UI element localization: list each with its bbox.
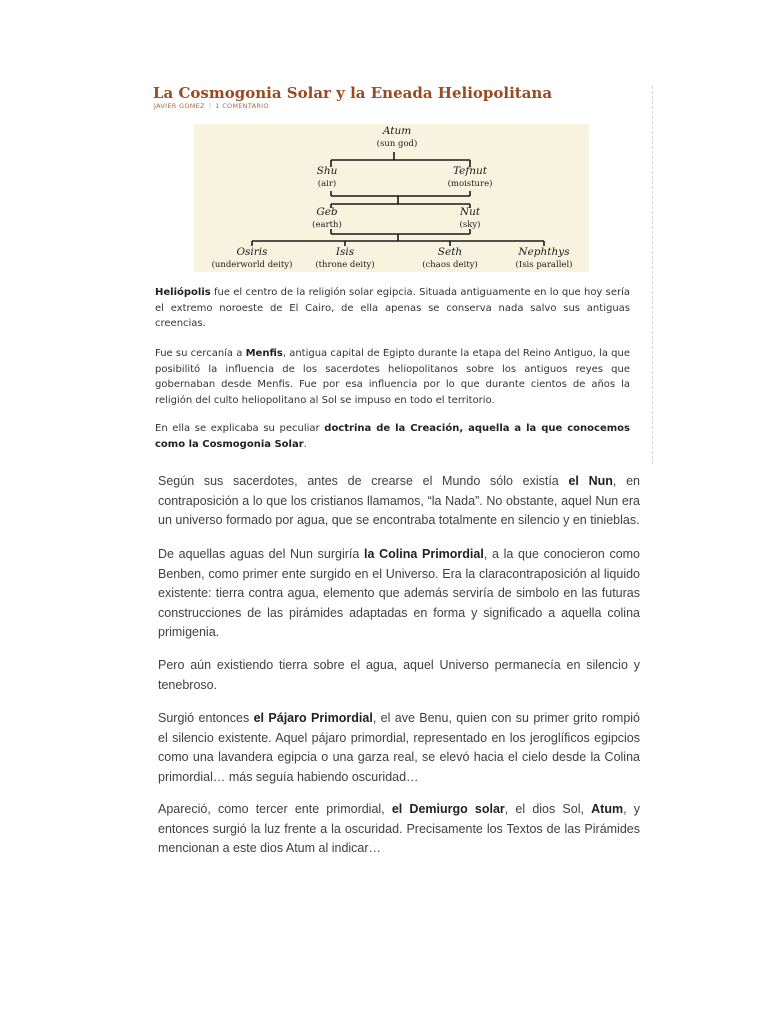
tree-connectors bbox=[252, 152, 544, 246]
nut-desc: (sky) bbox=[459, 220, 481, 230]
sidebar-divider bbox=[652, 86, 653, 464]
nut-name: Nut bbox=[459, 206, 481, 218]
nephthys-name: Nephthys bbox=[518, 246, 570, 258]
bold-term: Heliópolis bbox=[155, 287, 211, 298]
bold-term: la Colina Primordial bbox=[364, 547, 484, 561]
tefnut-desc: (moisture) bbox=[447, 179, 493, 189]
body-paragraph-universo bbox=[158, 656, 640, 695]
article-title: La Cosmogonia Solar y la Eneada Heliopolitana bbox=[153, 84, 553, 102]
bold-term: Menfis bbox=[245, 348, 283, 359]
family-tree-svg bbox=[194, 124, 589, 272]
paragraph-text: De aquellas aguas del Nun surgiría bbox=[158, 547, 365, 561]
body-paragraph-nun bbox=[158, 472, 640, 531]
author-link[interactable]: JAVIER GOMEZ bbox=[154, 102, 205, 110]
atum-name: Atum bbox=[382, 125, 412, 137]
bold-term: el Nun bbox=[568, 474, 613, 488]
bold-term: doctrina de la Creación, aquella a la que conocemos como la Cosmogonia Solar bbox=[155, 423, 630, 450]
intro-paragraph-doctrina bbox=[155, 421, 630, 452]
paragraph-text: Surgió entonces bbox=[158, 711, 254, 725]
geb-desc: (earth) bbox=[312, 220, 342, 230]
geb-name: Geb bbox=[316, 206, 338, 218]
paragraph-text: , y entonces surgió la luz frente a la oscuridad. Precisamente los Textos de las Pirámides mencionan a este dios Atum al indicar… bbox=[158, 802, 640, 855]
paragraph-text: , el ave Benu, quien con su primer grito rompió el silencio existente. Aquel pájaro primordial, representado en los jeroglíficos egipcios como una lavandera egipcia o una garza real, se elevó hacia el cielo desde la Colina primordial… más seguía habiendo oscuridad… bbox=[158, 711, 641, 784]
shu-desc: (air) bbox=[317, 179, 337, 189]
seth-desc: (chaos deity) bbox=[422, 260, 478, 270]
isis-desc: (throne deity) bbox=[315, 260, 375, 270]
comments-link[interactable]: 1 COMENTARIO bbox=[215, 102, 269, 110]
article-meta bbox=[154, 102, 269, 110]
osiris-name: Osiris bbox=[236, 246, 268, 258]
osiris-desc: (underworld deity) bbox=[211, 260, 293, 270]
paragraph-text: , en contraposición a lo que los cristianos llamamos, “la Nada”. No obstante, aquel Nun era un universo formado por agua, que se encontraba totalmente en silencio y en tinieblas. bbox=[158, 474, 640, 527]
paragraph-text: , antigua capital de Egipto durante la etapa del Reino Antiguo, la que posibilitó la influencia de los sacerdotes heliopolitanos sobre los antiguos reyes que gobernaban desde Menfis. Fue por esa influencia por lo que durante cientos de años la religión del culto heliopolitano al Sol se impuso en todo el territorio. bbox=[155, 348, 630, 406]
bold-term: Atum bbox=[591, 802, 624, 816]
body-paragraph-demiurgo bbox=[158, 800, 640, 859]
bold-term: el Pájaro Primordial bbox=[253, 711, 373, 725]
paragraph-text: Según sus sacerdotes, antes de crearse el Mundo sólo existía bbox=[158, 474, 569, 488]
paragraph-text: Pero aún existiendo tierra sobre el agua, aquel Universo permanecía en silencio y tenebroso. bbox=[158, 658, 640, 692]
paragraph-text: Apareció, como tercer ente primordial, bbox=[158, 802, 392, 816]
family-tree-diagram bbox=[194, 124, 589, 272]
paragraph-text: En ella se explicaba su peculiar bbox=[155, 423, 325, 434]
shu-name: Shu bbox=[316, 165, 338, 177]
isis-name: Isis bbox=[335, 246, 355, 258]
meta-separator: | bbox=[208, 102, 212, 110]
paragraph-text: . bbox=[303, 438, 307, 450]
body-paragraph-colina bbox=[158, 545, 640, 643]
body-paragraph-pajaro bbox=[158, 709, 640, 787]
paragraph-text: fue el centro de la religión solar egipcia. Situada antiguamente en lo que hoy sería el extremo noroeste de El Cairo, de ella apenas se conserva nada salvo sus antiguas creencias. bbox=[155, 287, 630, 329]
nephthys-desc: (Isis parallel) bbox=[515, 260, 573, 270]
tefnut-name: Tefnut bbox=[452, 165, 488, 177]
seth-name: Seth bbox=[437, 246, 463, 258]
paragraph-text: , a la que conocieron como Benben, como primer ente surgido en el Universo. Era la claracontraposición al liquido existente: tierra contra agua, elemento que además serviría de simbolo en las futuras construcciones de las pirámides adaptadas en forma y significado a aquella colina primigenia. bbox=[158, 547, 641, 639]
bold-term: el Demiurgo solar bbox=[391, 802, 505, 816]
intro-paragraph-menfis bbox=[155, 346, 630, 408]
atum-desc: (sun god) bbox=[376, 139, 418, 149]
paragraph-text: Fue su cercanía a bbox=[155, 348, 246, 359]
intro-paragraph-heliopolis bbox=[155, 285, 630, 332]
paragraph-text: , el dios Sol, bbox=[504, 802, 592, 816]
